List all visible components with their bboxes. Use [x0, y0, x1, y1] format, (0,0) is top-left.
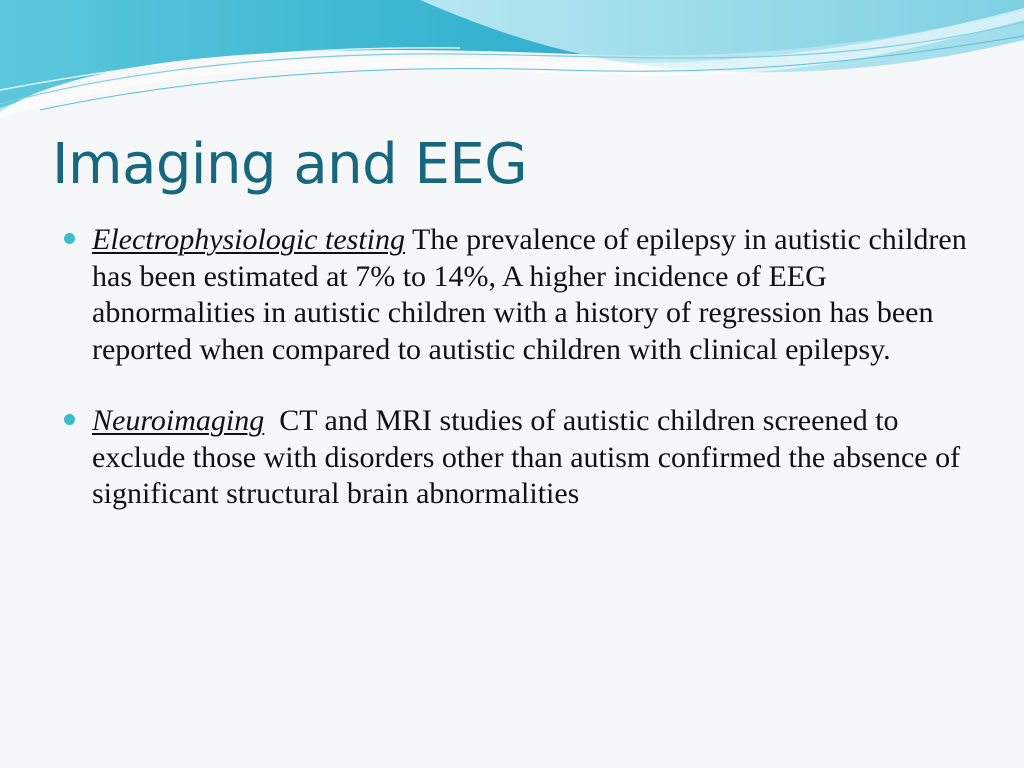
bullet-list	[0, 222, 1024, 548]
bullet-term: Electrophysiologic testing	[92, 223, 405, 256]
bullet-dot-icon	[64, 233, 75, 244]
bullet-text: The prevalence of epilepsy in autistic children has been estimated at 7% to 14%, A higher incidence of EEG abnormalities in autistic children with a history of regression has been reported when compared to autistic children with clinical epilepsy.	[92, 223, 967, 366]
bullet-term: Neuroimaging	[92, 404, 265, 437]
bullet-electrophysiologic	[0, 222, 972, 368]
bullet-dot-icon	[64, 414, 75, 425]
bullet-text: CT and MRI studies of autistic children screened to exclude those with disorders other than autism confirmed the absence of significant structural brain abnormalities	[92, 404, 968, 510]
bullet-neuroimaging	[0, 403, 972, 513]
slide-title: Imaging and EEG	[52, 132, 528, 197]
wave-banner	[0, 0, 1024, 120]
